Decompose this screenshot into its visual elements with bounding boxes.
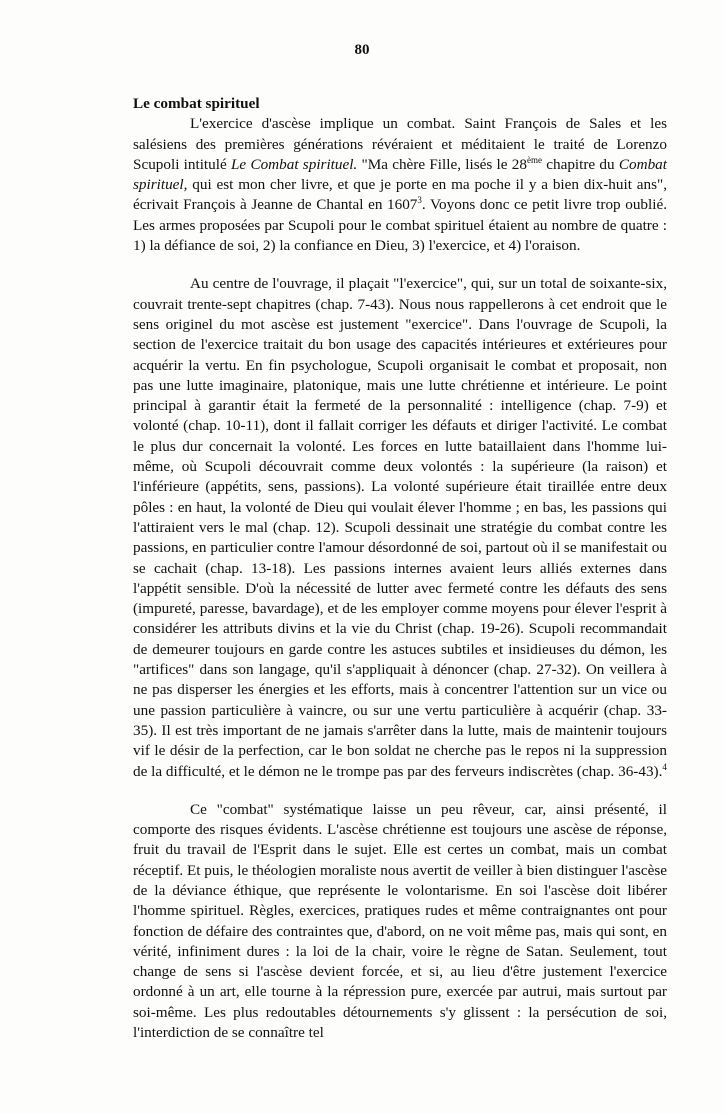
superscript: ème xyxy=(526,154,542,165)
text-run: chapitre du xyxy=(541,155,619,173)
text-run: Ce "combat" systématique laisse un peu rêveur, car, ainsi présenté, il comporte des risques évidents. L'ascèse chrétienne est toujours une ascèse de réponse, fruit du travail de l'Esprit dans le sujet. Elle est certes un combat, mais un combat réceptif. Et puis, le théologien moraliste nous avertit de veiller à bien distinguer l'ascèse de la déviance éthique, que représente le volontarisme. En soi l'ascèse doit libérer l'homme spirituel. Règles, exercices, pratiques rudes et même contraignantes ont pour fonction de défaire des contraintes que, d'abord, on ne voit même pas, mais qui sont, en vérité, infiniment dures : la loi de la chair, voire le règne de Satan. Seulement, tout change de sens si l'ascèse devient forcée, et si, au lieu d'être justement l'exercice ordonné à un art, elle tourne à la répression pure, exercée par autrui, mais surtout par soi-même. Les plus redoutables détournements s'y glissent : la persécution de soi, l'interdiction de se connaître tel xyxy=(133,800,667,1042)
text-run: qui est mon cher livre, et que je porte en ma poche il y a bien dix-huit ans", écrivait François à Jeanne de Chantal en 1607 xyxy=(133,176,667,214)
paragraph xyxy=(133,274,667,781)
text-run: . Voyons donc ce petit livre trop oublié. Les armes proposées par Scupoli pour le combat spirituel étaient au nombre de quatre : 1) la défiance de soi, 2) la confiance en Dieu, 3) l'exercice, et 4) l'oraison. xyxy=(133,196,667,255)
italic-text: Le Combat spirituel. xyxy=(230,155,358,173)
page-number: 80 xyxy=(354,42,370,58)
italic-text: Combat spirituel, xyxy=(133,155,667,194)
text-run: Au centre de l'ouvrage, il plaçait "l'exercice", qui, sur un total de soixante-six, couvrait trente-sept chapitres (chap. 7-43). Nous nous rappellerons à cet endroit que le sens originel du mot ascèse est justement "exercice". Dans l'ouvrage de Scupoli, la section de l'exercice traitait du bon usage des capacités intérieures et extérieures pour acquérir la vertu. En fin psychologue, Scupoli organisait le combat et proposait, non pas une lutte imaginaire, platonique, mais une lutte chrétienne et intérieure. Le point principal à garantir était la fermeté de la personnalité : intelligence (chap. 7-9) et volonté (chap. 10-11), dont il fallait corriger les défauts et diriger l'activité. Le combat le plus dur concernait la volonté. Les forces en lutte bataillaient dans l'homme lui-même, où Scupoli découvrait comme deux volontés : la supérieure (la raison) et l'inférieure (appétits, sens, passions). La volonté supérieure était tiraillée entre deux pôles : en haut, la volonté de Dieu qui voulait élever l'homme ; en bas, les passions qui l'attiraient vers le mal (chap. 12). Scupoli dessinait une stratégie du combat contre les passions, en particulier contre l'amour désordonné de soi, partout où il se manifestait ou se cachait (chap. 13-18). Les passions internes avaient leurs alliés externes dans l'appétit sensible. D'où la nécessité de lutter avec fermeté contre les défauts des sens (impureté, paresse, bavardage), et de les employer comme moyens pour élever l'esprit à considérer les attributs divins et la vie du Christ (chap. 19-26). Scupoli recommandait de demeurer toujours en garde contre les astuces subtiles et insidieuses du démon, les "artifices" dans son langage, qu'il s'appliquait à dénoncer (chap. 27-32). On veillera à ne pas disperser les énergies et les efforts, mais à concentrer l'attention sur un vice ou une passion particulière à vaincre, ou sur une vertu particulière à acquérir (chap. 33-35). Il est très important de ne jamais s'arrêter dans la lutte, mais de maintenir toujours vif le désir de la perfection, car le bon soldat ne cherche pas le repos ni la suppression de la difficulté, et le démon ne le trompe pas par des ferveurs indiscrètes (chap. 36-43). xyxy=(133,275,667,780)
superscript: 4 xyxy=(662,761,667,772)
paragraph xyxy=(133,114,667,256)
superscript: 3 xyxy=(417,195,422,206)
text-run: L'exercice d'ascèse implique un combat. Saint François de Sales et les salésiens des premières générations révéraient et méditaient le traité de Lorenzo Scupoli intitulé xyxy=(133,115,667,173)
section-title: Le combat spirituel xyxy=(133,95,260,112)
page-body xyxy=(133,94,667,1043)
text-run: "Ma chère Fille, lisés le 28 xyxy=(357,155,527,173)
paragraph xyxy=(133,800,667,1044)
